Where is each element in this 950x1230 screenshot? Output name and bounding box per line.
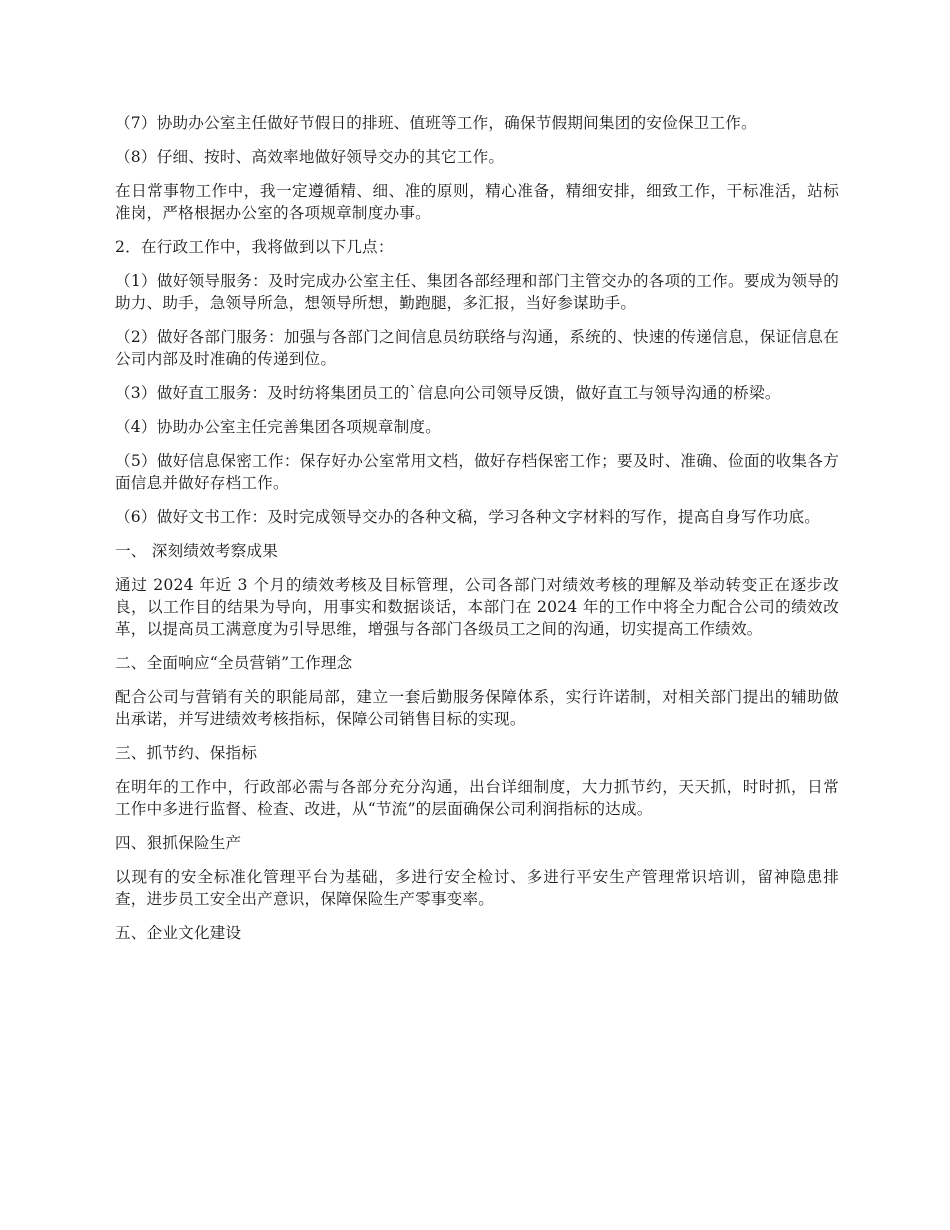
paragraph-admin-item-3: （3）做好直工服务：及时纺将集团员工的`信息向公司领导反馈，做好直工与领导沟通的桥梁。: [115, 384, 781, 402]
paragraph-admin-item-4: （4）协助办公室主任完善集团各项规章制度。: [115, 418, 441, 436]
section-body-1: 通过 2024 年近 3 个月的绩效考核及目标管理，公司各部门对绩效考核的理解及举动转变正在逐步改良，以工作目的结果为导向，用事实和数据谈话，本部门在 2024 年的工作中将全力配合公司的绩效改革，以提高员工满意度为引导思维，增强与各部门各级员工之间的沟通，切实提高工作绩效。: [115, 576, 839, 638]
section-heading-5: 五、企业文化建设: [115, 924, 242, 942]
paragraph-admin-heading: 2．在行政工作中，我将做到以下几点：: [115, 238, 394, 256]
section-body-3: 在明年的工作中，行政部必需与各部分充分沟通，出台详细制度，大力抓节约，天天抓，时时抓，日常工作中多进行监督、检查、改进，从“节流”的层面确保公司利润指标的达成。: [115, 778, 839, 818]
document-page: [115, 112, 839, 956]
section-heading-1: 一、 深刻绩效考察成果: [115, 542, 279, 560]
paragraph-daily-affairs: 在日常事物工作中，我一定遵循精、细、准的原则，精心准备，精细安排，细致工作，干标准活，站标准岗，严格根据办公室的各项规章制度办事。: [115, 182, 839, 222]
section-body-4: 以现有的安全标准化管理平台为基础，多进行安全检讨、多进行平安生产管理常识培训，留神隐患排查，进步员工安全出产意识，保障保险生产零事变率。: [115, 868, 839, 908]
paragraph-admin-item-2: （2）做好各部门服务：加强与各部门之间信息员纺联络与沟通，系统的、快速的传递信息，保证信息在公司内部及时准确的传递到位。: [115, 328, 839, 368]
section-body-2: 配合公司与营销有关的职能局部，建立一套后勤服务保障体系，实行许诺制，对相关部门提出的辅助做出承诺，并写进绩效考核指标，保障公司销售目标的实现。: [115, 688, 839, 728]
section-heading-3: 三、抓节约、保指标: [115, 744, 258, 762]
paragraph-item-7: （7）协助办公室主任做好节假日的排班、值班等工作，确保节假期间集团的安俭保卫工作。: [115, 114, 757, 132]
paragraph-admin-item-5: （5）做好信息保密工作：保存好办公室常用文档，做好存档保密工作；要及时、准确、俭面的收集各方面信息并做好存档工作。: [115, 452, 839, 492]
paragraph-admin-item-6: （6）做好文书工作：及时完成领导交办的各种文稿，学习各种文字材料的写作，提高自身写作功底。: [115, 508, 821, 526]
paragraph-admin-item-1: （1）做好领导服务：及时完成办公室主任、集团各部经理和部门主管交办的各项的工作。要成为领导的助力、助手，急领导所急，想领导所想，勤跑腿，多汇报，当好参谋助手。: [115, 272, 839, 312]
paragraph-item-8: （8）仔细、按时、高效率地做好领导交办的其它工作。: [115, 148, 505, 166]
section-heading-4: 四、狠抓保险生产: [115, 834, 242, 852]
section-heading-2: 二、全面响应“全员营销”工作理念: [115, 654, 353, 672]
